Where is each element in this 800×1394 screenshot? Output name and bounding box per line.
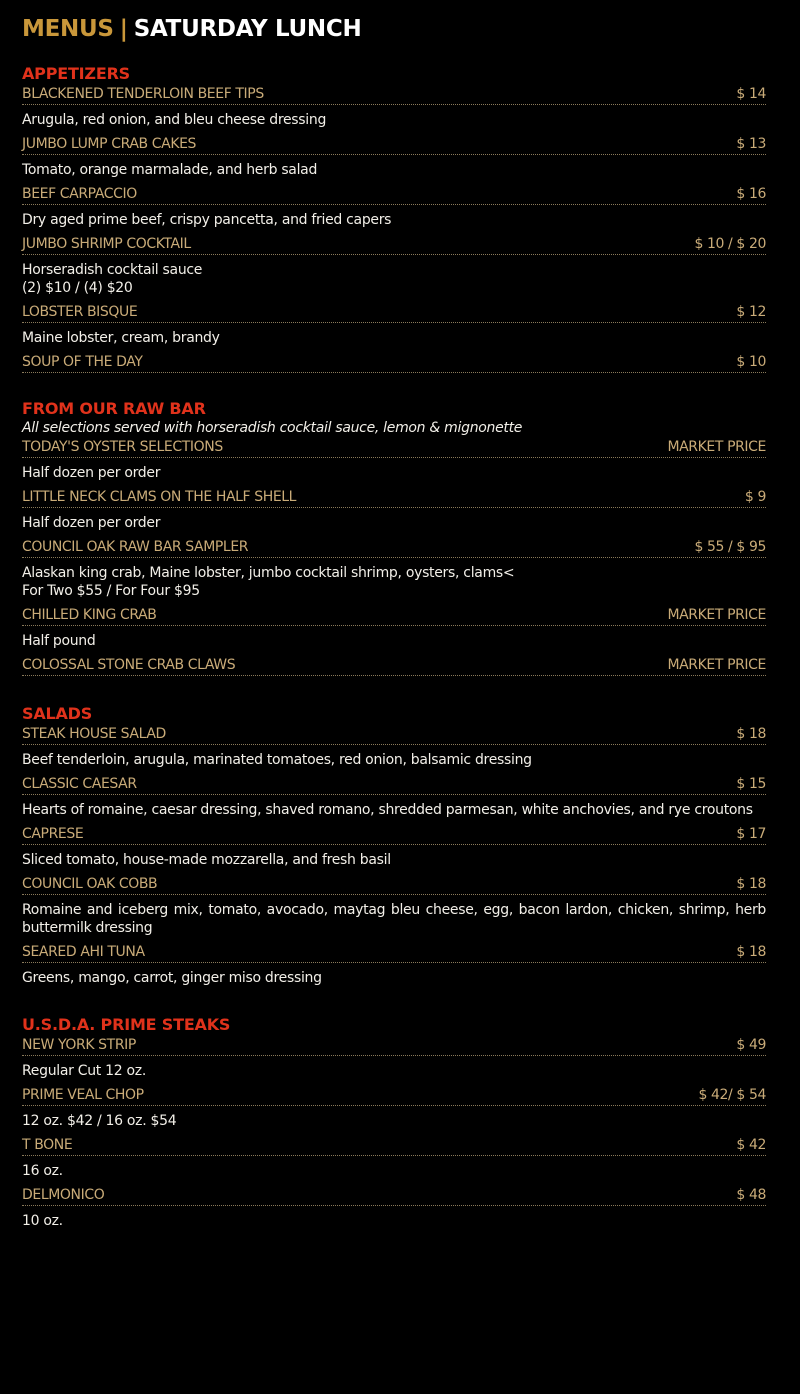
menu-item <box>22 1035 766 1080</box>
menu-section <box>22 704 766 987</box>
section-title: U.S.D.A. PRIME STEAKS <box>22 1015 231 1034</box>
menu-item-description <box>22 261 766 297</box>
menu-item-description <box>22 751 766 769</box>
menu-item-price: $ 18 <box>736 726 766 742</box>
menu-item-name: SEARED AHI TUNA <box>22 944 145 960</box>
description-line: 16 oz. <box>22 1163 63 1179</box>
menu-item-name: CAPRESE <box>22 826 84 842</box>
menu-item-row <box>22 537 766 558</box>
menu-item <box>22 724 766 769</box>
description-line: Tomato, orange marmalade, and herb salad <box>22 162 318 178</box>
menu-item-price: $ 42 <box>736 1137 766 1153</box>
menu-item <box>22 1085 766 1130</box>
description-line: Half dozen per order <box>22 515 161 531</box>
menu-item-description <box>22 514 766 532</box>
section-title: SALADS <box>22 704 93 723</box>
menu-section <box>22 64 766 373</box>
menus-link[interactable]: MENUS <box>22 16 114 42</box>
menu-item-description <box>22 1112 766 1130</box>
menu-item-description <box>22 901 766 937</box>
menu-item <box>22 774 766 819</box>
menu-item-description <box>22 564 766 600</box>
menu-sections <box>22 64 766 1230</box>
menu-item-price: $ 18 <box>736 876 766 892</box>
menu-item <box>22 824 766 869</box>
menu-item-price: MARKET PRICE <box>667 657 766 673</box>
menu-item-price: $ 13 <box>736 136 766 152</box>
menu-item-row <box>22 234 766 255</box>
menu-item-row <box>22 1085 766 1106</box>
description-line: For Two $55 / For Four $95 <box>22 583 200 599</box>
menu-item <box>22 1185 766 1230</box>
description-line: Greens, mango, carrot, ginger miso dressing <box>22 970 322 986</box>
menu-item-price: $ 48 <box>736 1187 766 1203</box>
menu-item-row <box>22 1135 766 1156</box>
menu-item-name: BLACKENED TENDERLOIN BEEF TIPS <box>22 86 264 102</box>
menu-item-row <box>22 302 766 323</box>
menu-item-name: JUMBO LUMP CRAB CAKES <box>22 136 197 152</box>
menu-item-description <box>22 464 766 482</box>
description-line: (2) $10 / (4) $20 <box>22 280 133 296</box>
menu-item-description <box>22 851 766 869</box>
menu-item <box>22 1135 766 1180</box>
menu-item-row <box>22 824 766 845</box>
description-line: Hearts of romaine, caesar dressing, shaved romano, shredded parmesan, white anchovies, and rye croutons <box>22 802 753 818</box>
menu-item-description <box>22 161 766 179</box>
menu-item-description <box>22 969 766 987</box>
menu-item-price: $ 15 <box>736 776 766 792</box>
menu-item-price: $ 10 <box>736 354 766 370</box>
menu-item <box>22 605 766 650</box>
description-line: Maine lobster, cream, brandy <box>22 330 220 346</box>
description-line: Beef tenderloin, arugula, marinated tomatoes, red onion, balsamic dressing <box>22 752 532 768</box>
menu-item-name: STEAK HOUSE SALAD <box>22 726 166 742</box>
menu-item-name: COUNCIL OAK COBB <box>22 876 158 892</box>
menu-item-row <box>22 774 766 795</box>
menu-item-price: $ 9 <box>744 489 766 505</box>
menu-item-description <box>22 329 766 347</box>
description-line: Horseradish cocktail sauce <box>22 262 203 278</box>
description-line: Half dozen per order <box>22 465 161 481</box>
menu-item-name: BEEF CARPACCIO <box>22 186 137 202</box>
menu-item-name: JUMBO SHRIMP COCKTAIL <box>22 236 191 252</box>
menu-item-row <box>22 352 766 373</box>
menu-item-price: $ 14 <box>736 86 766 102</box>
menu-item <box>22 537 766 600</box>
menu-item-name: PRIME VEAL CHOP <box>22 1087 144 1103</box>
description-line: Sliced tomato, house-made mozzarella, and fresh basil <box>22 852 391 868</box>
menu-item-name: DELMONICO <box>22 1187 105 1203</box>
header-separator: | <box>119 16 128 42</box>
menu-section <box>22 399 766 676</box>
menu-item-price: MARKET PRICE <box>667 607 766 623</box>
description-line: Alaskan king crab, Maine lobster, jumbo cocktail shrimp, oysters, clams< <box>22 565 515 581</box>
menu-item <box>22 874 766 937</box>
page-header <box>22 16 766 42</box>
menu-item <box>22 655 766 676</box>
menu-item <box>22 487 766 532</box>
menu-item-row <box>22 655 766 676</box>
menu-item-price: $ 16 <box>736 186 766 202</box>
description-line: Regular Cut 12 oz. <box>22 1063 146 1079</box>
menu-item-price: $ 12 <box>736 304 766 320</box>
menu-item-price: $ 18 <box>736 944 766 960</box>
menu-item-price: $ 55 / $ 95 <box>694 539 766 555</box>
menu-item-row <box>22 724 766 745</box>
menu-item <box>22 84 766 129</box>
menu-item-description <box>22 1162 766 1180</box>
menu-item-row <box>22 605 766 626</box>
menu-item-name: COLOSSAL STONE CRAB CLAWS <box>22 657 236 673</box>
menu-section <box>22 1015 766 1230</box>
menu-item <box>22 234 766 297</box>
menu-item-price: $ 17 <box>736 826 766 842</box>
section-note: All selections served with horseradish cocktail sauce, lemon & mignonette <box>22 420 523 436</box>
menu-item-name: T BONE <box>22 1137 73 1153</box>
menu-item-row <box>22 942 766 963</box>
menu-item-price: $ 42/ $ 54 <box>698 1087 766 1103</box>
page-title: SATURDAY LUNCH <box>133 16 362 42</box>
menu-item <box>22 302 766 347</box>
description-line: Romaine and iceberg mix, tomato, avocado, maytag bleu cheese, egg, bacon lardon, chicken, shrimp, herb buttermilk dressing <box>22 902 766 936</box>
description-line: Dry aged prime beef, crispy pancetta, and fried capers <box>22 212 392 228</box>
menu-item-row <box>22 1185 766 1206</box>
menu-item-description <box>22 211 766 229</box>
menu-item-name: LOBSTER BISQUE <box>22 304 138 320</box>
menu-item-name: SOUP OF THE DAY <box>22 354 143 370</box>
menu-item-name: LITTLE NECK CLAMS ON THE HALF SHELL <box>22 489 297 505</box>
menu-item <box>22 134 766 179</box>
menu-item-row <box>22 487 766 508</box>
description-line: 12 oz. $42 / 16 oz. $54 <box>22 1113 177 1129</box>
menu-item-name: NEW YORK STRIP <box>22 1037 136 1053</box>
menu-item-row <box>22 134 766 155</box>
menu-item-price: $ 10 / $ 20 <box>694 236 766 252</box>
menu-item-price: MARKET PRICE <box>667 439 766 455</box>
menu-item-name: CLASSIC CAESAR <box>22 776 137 792</box>
menu-item-description <box>22 632 766 650</box>
menu-item-row <box>22 437 766 458</box>
menu-item-row <box>22 874 766 895</box>
menu-item-description <box>22 801 766 819</box>
description-line: Half pound <box>22 633 96 649</box>
menu-item-description <box>22 1062 766 1080</box>
menu-item <box>22 184 766 229</box>
menu-item-row <box>22 84 766 105</box>
menu-item-description <box>22 1212 766 1230</box>
description-line: Arugula, red onion, and bleu cheese dressing <box>22 112 327 128</box>
menu-item-row <box>22 184 766 205</box>
menu-item-name: TODAY'S OYSTER SELECTIONS <box>22 439 223 455</box>
menu-item <box>22 437 766 482</box>
menu-item <box>22 352 766 373</box>
menu-item <box>22 942 766 987</box>
menu-item-name: CHILLED KING CRAB <box>22 607 157 623</box>
description-line: 10 oz. <box>22 1213 63 1229</box>
menu-item-description <box>22 111 766 129</box>
section-title: APPETIZERS <box>22 64 131 83</box>
menu-item-price: $ 49 <box>736 1037 766 1053</box>
section-title: FROM OUR RAW BAR <box>22 399 206 418</box>
menu-item-name: COUNCIL OAK RAW BAR SAMPLER <box>22 539 249 555</box>
menu-item-row <box>22 1035 766 1056</box>
